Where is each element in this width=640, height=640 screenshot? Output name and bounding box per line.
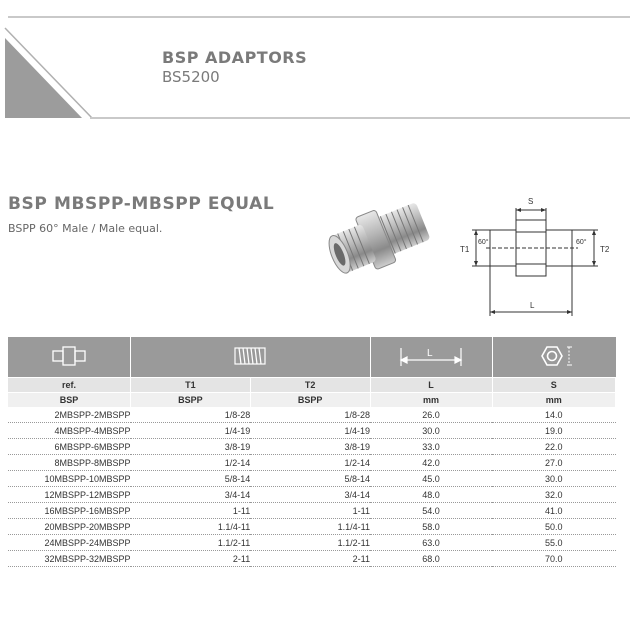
cell-l: 30.0 [370,423,492,439]
cell-t2: 1/4-19 [250,423,370,439]
cell-ref: 6MBSPP-6MBSPP [8,439,131,455]
header-triangle-decoration [0,0,100,124]
drawing-label-t2: T2 [600,245,610,254]
cell-t2: 1/8-28 [250,407,370,423]
cell-s: 41.0 [492,503,616,519]
table-row [8,455,616,471]
fitting-icon [49,344,89,368]
col-unit-s: mm [492,393,616,408]
thread-icon [233,344,267,368]
cell-t2: 1/2-14 [250,455,370,471]
cell-t1: 3/4-14 [131,487,251,503]
cell-t1: 1-11 [131,503,251,519]
table-row [8,471,616,487]
cell-s: 22.0 [492,439,616,455]
cell-ref: 16MBSPP-16MBSPP [8,503,131,519]
cell-l: 54.0 [370,503,492,519]
col-unit-t1: BSPP [131,393,251,408]
cell-ref: 20MBSPP-20MBSPP [8,519,131,535]
drawing-label-s: S [528,197,534,206]
cell-s: 30.0 [492,471,616,487]
product-description: BSPP 60° Male / Male equal. [8,222,163,235]
fitting-icon-cell [8,337,131,378]
table-row [8,439,616,455]
cell-ref: 2MBSPP-2MBSPP [8,407,131,423]
drawing-label-l: L [530,301,535,310]
cell-t2: 2-11 [250,551,370,567]
product-title: BSP MBSPP-MBSPP EQUAL [8,194,275,214]
col-label-l: L [370,378,492,393]
length-icon-label: L [427,348,433,359]
cell-ref: 32MBSPP-32MBSPP [8,551,131,567]
technical-drawing [448,192,618,320]
col-unit-ref: BSP [8,393,131,408]
cell-ref: 12MBSPP-12MBSPP [8,487,131,503]
thread-icon-cell [131,337,371,378]
col-label-t1: T1 [131,378,251,393]
col-label-t2: T2 [250,378,370,393]
table-row [8,423,616,439]
table-icon-row [8,337,616,378]
col-label-ref: ref. [8,378,131,393]
cell-l: 58.0 [370,519,492,535]
cell-s: 55.0 [492,535,616,551]
cell-t1: 1.1/4-11 [131,519,251,535]
length-icon [399,344,463,368]
cell-s: 70.0 [492,551,616,567]
table-row [8,519,616,535]
header-bottom-rule [90,117,630,119]
cell-l: 68.0 [370,551,492,567]
cell-s: 19.0 [492,423,616,439]
cell-t2: 1.1/2-11 [250,535,370,551]
cell-s: 27.0 [492,455,616,471]
header-subtitle: BS5200 [162,68,220,86]
col-label-s: S [492,378,616,393]
table-label-row [8,378,616,393]
cell-l: 63.0 [370,535,492,551]
cell-s: 32.0 [492,487,616,503]
drawing-label-t1: T1 [460,245,470,254]
drawing-angle-left: 60° [478,239,489,246]
spec-table [8,337,616,567]
cell-t2: 1.1/4-11 [250,519,370,535]
cell-l: 45.0 [370,471,492,487]
cell-t1: 1.1/2-11 [131,535,251,551]
cell-t2: 1-11 [250,503,370,519]
cell-ref: 8MBSPP-8MBSPP [8,455,131,471]
table-row [8,407,616,423]
cell-ref: 4MBSPP-4MBSPP [8,423,131,439]
cell-t2: 3/4-14 [250,487,370,503]
table-row [8,551,616,567]
cell-l: 26.0 [370,407,492,423]
cell-l: 33.0 [370,439,492,455]
cell-t1: 2-11 [131,551,251,567]
table-row [8,503,616,519]
cell-t1: 5/8-14 [131,471,251,487]
table-row [8,487,616,503]
cell-s: 14.0 [492,407,616,423]
cell-ref: 10MBSPP-10MBSPP [8,471,131,487]
cell-ref: 24MBSPP-24MBSPP [8,535,131,551]
header-title: BSP ADAPTORS [162,48,308,67]
cell-t1: 1/4-19 [131,423,251,439]
table-row [8,535,616,551]
col-unit-l: mm [370,393,492,408]
cell-t2: 3/8-19 [250,439,370,455]
cell-s: 50.0 [492,519,616,535]
cell-t1: 1/8-28 [131,407,251,423]
cell-l: 42.0 [370,455,492,471]
length-icon-cell [370,337,492,378]
cell-t2: 5/8-14 [250,471,370,487]
hex-icon-cell [492,337,616,378]
header-top-rule [8,16,630,18]
drawing-angle-right: 60° [576,239,587,246]
product-photo [326,196,446,286]
cell-t1: 1/2-14 [131,455,251,471]
cell-l: 48.0 [370,487,492,503]
table-unit-row [8,393,616,408]
cell-t1: 3/8-19 [131,439,251,455]
col-unit-t2: BSPP [250,393,370,408]
hex-icon [534,342,574,370]
